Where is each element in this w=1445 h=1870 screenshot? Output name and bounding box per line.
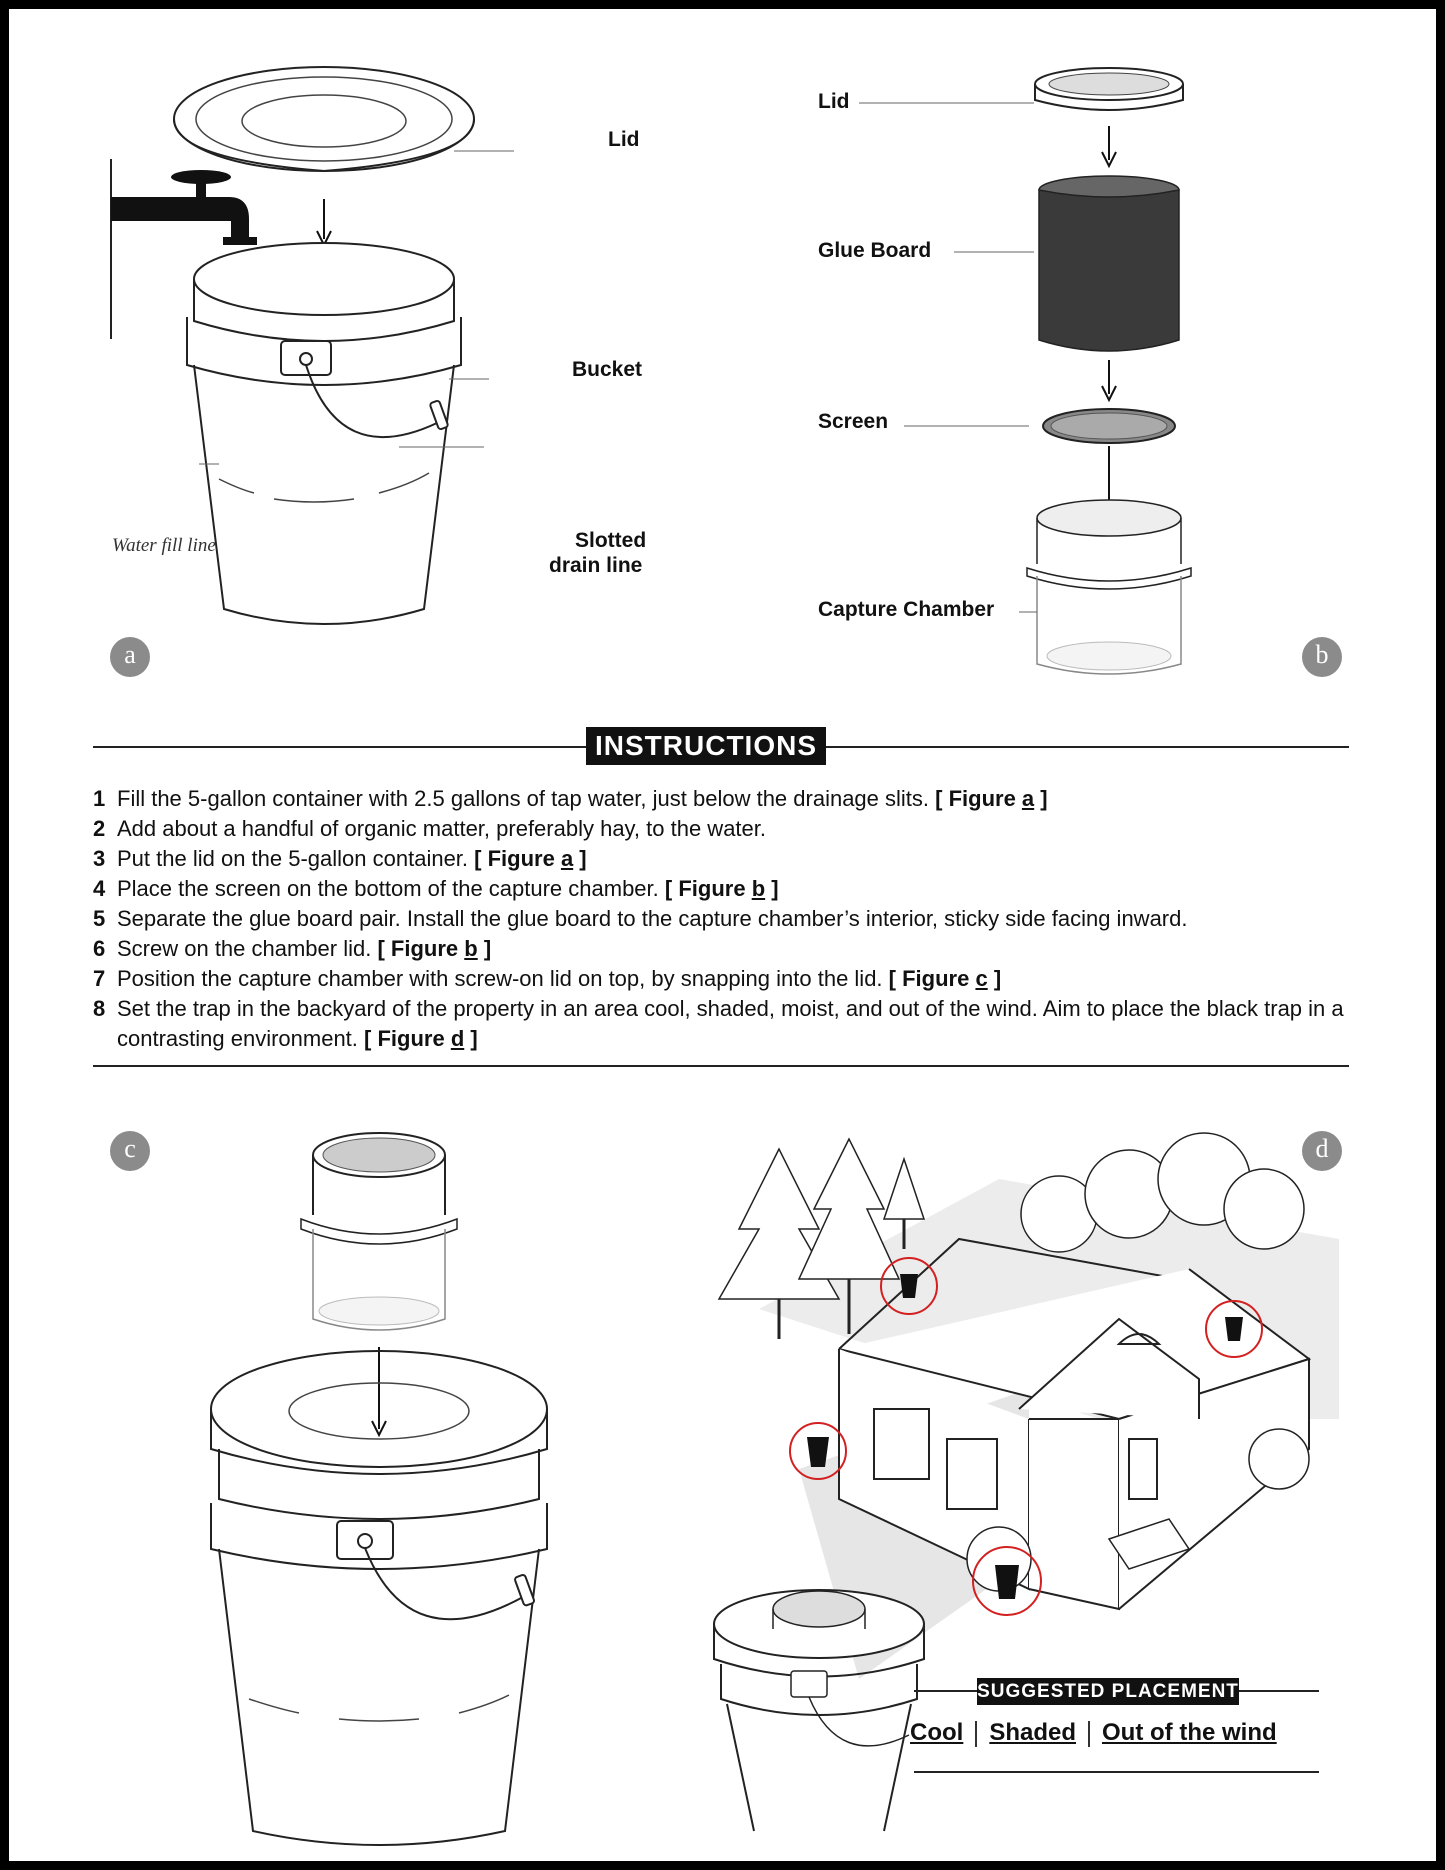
ref-suffix: ] [477, 936, 492, 961]
label-lid-b: Lid [818, 90, 850, 113]
ref-suffix: ] [987, 966, 1002, 991]
label-capture-chamber: Capture Chamber [818, 598, 995, 621]
step-text-container [117, 814, 1383, 844]
figure-a-badge: a [110, 637, 150, 677]
figure-d-badge: d [1302, 1131, 1342, 1171]
instruction-step [93, 814, 1383, 844]
figure-reference [364, 1026, 478, 1051]
ref-prefix: [ Figure [888, 966, 976, 991]
instruction-step [93, 934, 1383, 964]
figure-b-illustration [1019, 64, 1199, 694]
step-text-container [117, 994, 1383, 1054]
figure-reference [935, 786, 1047, 811]
figure-reference [377, 936, 491, 961]
ref-prefix: [ Figure [664, 876, 752, 901]
instructions-list [93, 784, 1383, 1054]
step-number: 7 [93, 966, 106, 991]
label-water-fill-line: Water fill line [112, 535, 216, 556]
figure-c-badge: c [110, 1131, 150, 1171]
figure-reference [665, 876, 779, 901]
step-text-container [117, 904, 1383, 934]
step-number: 1 [93, 786, 106, 811]
placement-out-of-wind: Out of the wind [1102, 1719, 1277, 1746]
step-text-container [117, 784, 1383, 814]
step-text: Fill the 5-gallon container with 2.5 gallons of tap water, just below the drainage slits. [117, 786, 930, 811]
label-lid-a: Lid [608, 128, 640, 151]
step-text: Position the capture chamber with screw-on lid on top, by snapping into the lid. [117, 966, 883, 991]
placement-shaded: Shaded [989, 1719, 1077, 1746]
instruction-step [93, 994, 1383, 1054]
placement-words [910, 1719, 1277, 1747]
figure-b-leaders [859, 89, 1039, 629]
step-text-container [117, 934, 1383, 964]
ref-prefix: [ Figure [935, 786, 1022, 811]
instructions-title: INSTRUCTIONS [586, 727, 826, 765]
label-drain-line: drain line [549, 554, 643, 577]
step-number: 6 [93, 936, 106, 961]
instruction-step [93, 844, 1383, 874]
ref-suffix: ] [464, 1026, 478, 1051]
placement-cool: Cool [910, 1719, 964, 1746]
ref-letter: d [450, 1026, 465, 1051]
instructions-rule-right [819, 746, 1349, 748]
step-text: Separate the glue board pair. Install the glue board to the capture chamber’s interior, sticky side facing inward. [117, 906, 1188, 931]
step-text-container [117, 964, 1383, 994]
ref-letter: c [975, 966, 988, 991]
step-text: Screw on the chamber lid. [117, 936, 372, 961]
step-text-container [117, 844, 1383, 874]
step-text: Set the trap in the backyard of the property in an area cool, shaded, moist, and out of the wind. Aim to place the black trap in a contrasting environment. [117, 996, 1344, 1051]
ref-suffix: ] [765, 876, 779, 901]
ref-letter: b [464, 936, 478, 961]
ref-prefix: [ Figure [474, 846, 561, 871]
step-text: Put the lid on the 5-gallon container. [117, 846, 469, 871]
ref-letter: a [560, 846, 574, 871]
placement-rule-bottom [914, 1771, 1319, 1773]
step-number: 2 [93, 816, 106, 841]
figure-b-badge: b [1302, 637, 1342, 677]
label-slotted: Slotted [575, 529, 647, 552]
suggested-placement-title: SUGGESTED PLACEMENT [977, 1678, 1239, 1705]
ref-prefix: [ Figure [377, 936, 465, 961]
step-number: 4 [93, 876, 106, 901]
step-text-container [117, 874, 1383, 904]
figure-reference [474, 846, 586, 871]
label-screen: Screen [818, 410, 889, 433]
instruction-step [93, 784, 1383, 814]
ref-prefix: [ Figure [364, 1026, 451, 1051]
instruction-step [93, 964, 1383, 994]
instruction-step [93, 904, 1383, 934]
step-number: 3 [93, 846, 106, 871]
label-bucket: Bucket [572, 358, 643, 381]
step-text: Add about a handful of organic matter, preferably hay, to the water. [117, 816, 766, 841]
ref-letter: a [1021, 786, 1035, 811]
ref-letter: b [751, 876, 766, 901]
step-number: 5 [93, 906, 106, 931]
instructions-rule-left [93, 746, 593, 748]
ref-suffix: ] [1034, 786, 1048, 811]
instruction-step [93, 874, 1383, 904]
instructions-bottom-rule [93, 1065, 1349, 1067]
ref-suffix: ] [573, 846, 587, 871]
figure-c-illustration [189, 1119, 569, 1859]
step-text: Place the screen on the bottom of the capture chamber. [117, 876, 659, 901]
instruction-sheet [9, 9, 1436, 1861]
step-number: 8 [93, 996, 106, 1021]
figure-reference [889, 966, 1001, 991]
label-glue-board: Glue Board [818, 239, 932, 262]
